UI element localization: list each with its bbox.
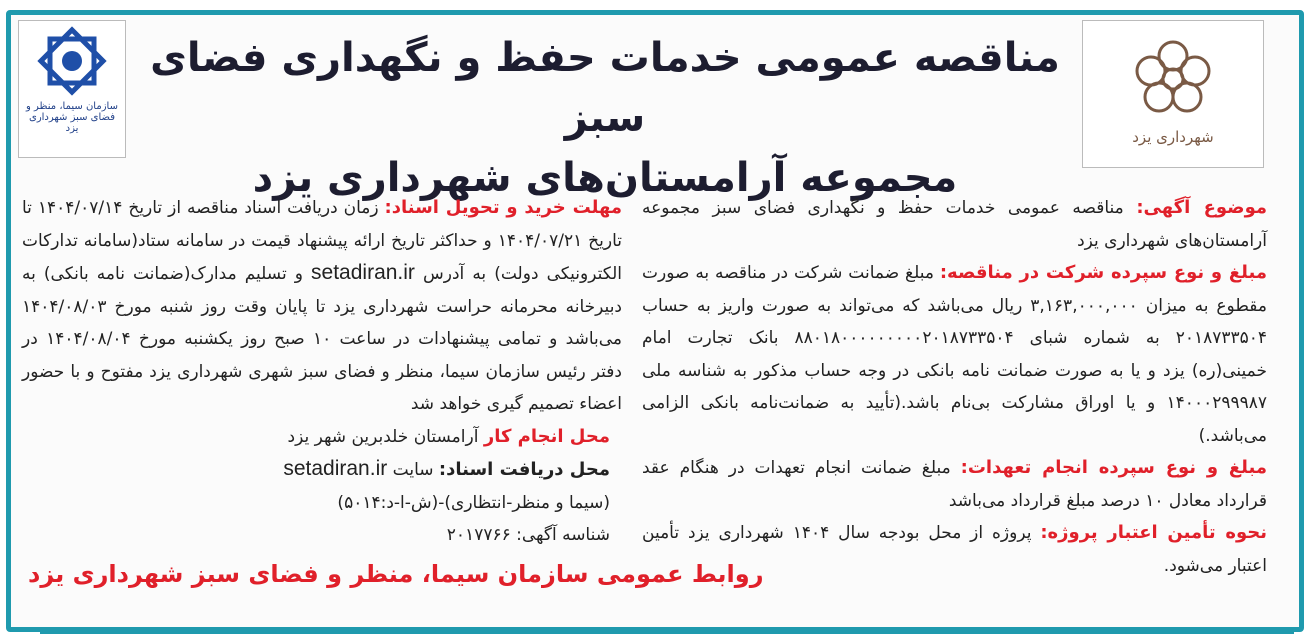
docs-section bbox=[22, 453, 622, 487]
yazd-municipality-logo bbox=[1082, 20, 1264, 168]
deadline-section bbox=[22, 192, 622, 421]
logo-caption: سازمان سیما، منظر و فضای سبز شهرداری یزد bbox=[26, 101, 118, 134]
subject-label: موضوع آگهی: bbox=[1136, 197, 1268, 218]
performance-text: مبلغ ضمانت انجام تعهدات در هنگام عقد قرارداد معادل ۱۰ درصد مبلغ قرارداد می‌باشد bbox=[642, 458, 1267, 511]
svg-text:شهرداری یزد: شهرداری یزد bbox=[1132, 128, 1214, 146]
deposit-text: مبلغ ضمانت شرکت در مناقصه به صورت مقطوع به میزان ۳,۱۶۳,۰۰۰,۰۰۰ ریال می‌باشد که می‌تواند به صورت واریز به حساب ۲۰۱۸۷۳۳۵۰۴ به شماره شبای ۸۸۰۱۸۰۰۰۰۰۰۰۰۰۲۰۱۸۷۳۳۵۰۴ بانک تجارت امام خمینی(ره) یزد و یا به صورت ضمانت نامه بانکی در وجه حساب مذکور به شناسه ملی ۱۴۰۰۰۲۹۹۹۸۷ و یا اوراق مشارکت بی‌نام باشد.(تأیید به ضمانت‌نامه بانکی الزامی می‌باشد.) bbox=[642, 263, 1267, 446]
star-logo-icon bbox=[32, 21, 112, 101]
deadline-text-1: زمان دریافت اسناد مناقصه از تاریخ ۱۴۰۴/۰۷/۱۴ تا تاریخ ۱۴۰۴/۰۷/۲۱ و حداکثر تاریخ ارائه پیشنهاد قیمت در سامانه ستاد(سامانه تدارکات الکترونیکی دولت) به آدرس bbox=[22, 198, 622, 284]
performance-label: مبلغ و نوع سپرده انجام تعهدات: bbox=[960, 457, 1267, 478]
divider bbox=[40, 629, 1294, 634]
site-link[interactable]: setadiran.ir bbox=[311, 261, 415, 284]
ad-id: شناسه آگهی: ۲۰۱۷۷۶۶ bbox=[446, 525, 610, 545]
code-text: (سیما و منظر-انتظاری)-(ش-ا-د:۵۰۱۴) bbox=[337, 492, 610, 513]
funding-label: نحوه تأمین اعتبار پروژه: bbox=[1040, 522, 1268, 543]
right-column bbox=[642, 192, 1267, 582]
flower-logo-icon bbox=[1118, 34, 1228, 154]
docs-label: محل دریافت اسناد: bbox=[438, 459, 610, 480]
title-line-2: مجموعه آرامستان‌های شهرداری یزد bbox=[252, 155, 958, 201]
docs-site-link[interactable]: setadiran.ir bbox=[283, 457, 388, 480]
deposit-section bbox=[642, 257, 1267, 452]
subject-section bbox=[642, 192, 1267, 257]
deposit-label: مبلغ و نوع سپرده شرکت در مناقصه: bbox=[939, 262, 1268, 283]
footer-signature: روابط عمومی سازمان سیما، منظر و فضای سبز شهرداری یزد bbox=[28, 560, 764, 588]
performance-section bbox=[642, 452, 1267, 517]
docs-text: سایت bbox=[392, 460, 434, 480]
subject-text: مناقصه عمومی خدمات حفظ و نگهداری فضای سبز مجموعه آرامستان‌های شهرداری یزد bbox=[642, 198, 1267, 251]
funding-text: پروژه از محل بودجه سال ۱۴۰۴ شهرداری یزد تأمین اعتبار می‌شود. bbox=[642, 523, 1267, 576]
organization-logo bbox=[18, 20, 126, 158]
place-label: محل انجام کار bbox=[483, 425, 610, 447]
place-section bbox=[22, 421, 622, 454]
deadline-label: مهلت خرید و تحویل اسناد: bbox=[384, 197, 622, 218]
page-title bbox=[130, 28, 1080, 208]
place-text: آرامستان خلدبرین شهر یزد bbox=[287, 426, 479, 447]
title-line-1: مناقصه عمومی خدمات حفظ و نگهداری فضای سبز bbox=[150, 35, 1060, 141]
left-column bbox=[22, 192, 622, 552]
deadline-text-2: و تسلیم مدارک(ضمانت نامه بانکی) به دبیرخانه محرمانه حراست شهرداری یزد تا پایان وقت روز شنبه مورخ ۱۴۰۴/۰۸/۰۳ می‌باشد و تمامی پیشنهادات در ساعت ۱۰ صبح روز یکشنبه مورخ ۱۴۰۴/۰۸/۰۴ در دفتر رئیس سازمان سیما، منظر و فضای سبز شهری شهرداری یزد مفتوح و با حضور اعضاء تصمیم گیری خواهد شد bbox=[22, 264, 623, 414]
